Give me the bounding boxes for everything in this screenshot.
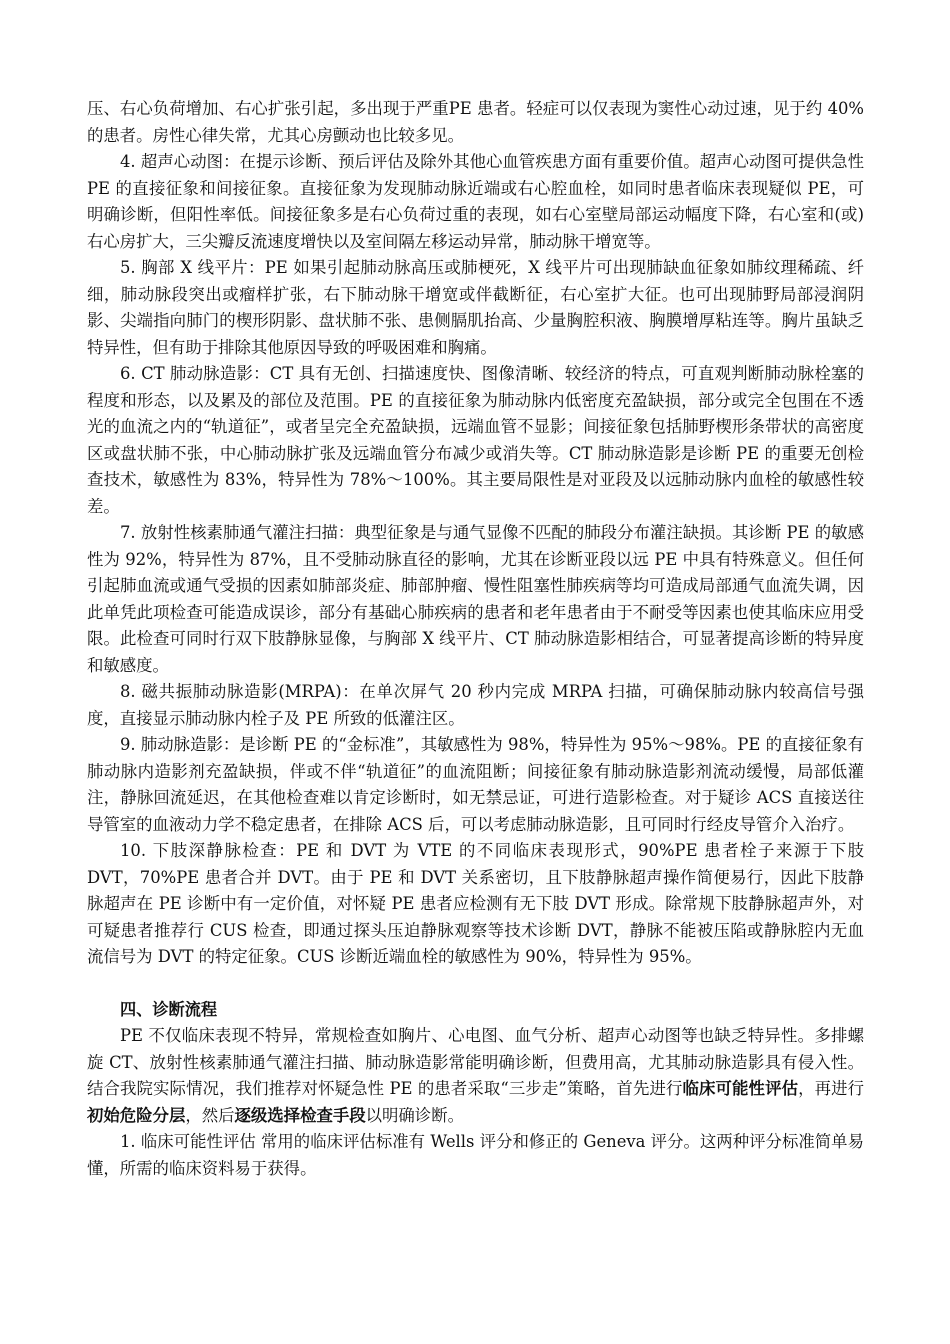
paragraph-ct-pulmonary-angiography: 6. CT 肺动脉造影：CT 具有无创、扫描速度快、图像清晰、较经济的特点，可直观判断肺动脉栓塞的程度和形态，以及累及的部位及范围。PE 的直接征象为肺动脉内低密度充盈缺损，部分或完全包围在不透光的血流之内的“轨道征”，或者呈完全充盈缺损，远端血管不显影；间接征象包括肺野楔形条带状的高密度区或盘状肺不张，中心肺动脉扩张及远端血管分布减少或消失等。CT 肺动脉造影是诊断 PE 的重要无创检查技术，敏感性为 83%，特异性为 78%～100%。其主要局限性是对亚段及以远肺动脉内血栓的敏感性较差。 — [87, 364, 864, 516]
paragraph-pulmonary-angiography: 9. 肺动脉造影：是诊断 PE 的“金标准”，其敏感性为 98%，特异性为 95%～98%。PE 的直接征象有肺动脉内造影剂充盈缺损，伴或不伴“轨道征”的血流阻断；间接征象有肺动脉造影剂流动缓慢，局部低灌注，静脉回流延迟，在其他检查难以肯定诊断时，如无禁忌证，可进行造影检查。对于疑诊 ACS 直接送往导管室的血液动力学不稳定患者，在排除 ACS 后，可以考虑肺动脉造影，且可同时行经皮导管介入治疗。 — [87, 735, 864, 834]
strategy-text-c: ，然后 — [185, 1105, 235, 1125]
strategy-step-stepwise-testing: 逐级选择检查手段 — [234, 1105, 366, 1125]
strategy-text-d: 以明确诊断。 — [365, 1105, 464, 1125]
paragraph-echocardiography: 4. 超声心动图：在提示诊断、预后评估及除外其他心血管疾患方面有重要价值。超声心动图可提供急性 PE 的直接征象和间接征象。直接征象为发现肺动脉近端或右心腔血栓，如同时患者临床表现疑似 PE，可明确诊断，但阳性率低。间接征象多是右心负荷过重的表现，如右心室壁局部运动幅度下降，右心室和(或)右心房扩大，三尖瓣反流速度增快以及室间隔左移运动异常，肺动脉干增宽等。 — [87, 152, 864, 251]
document-body — [87, 96, 864, 1182]
paragraph-ecg-continuation: 压、右心负荷增加、右心扩张引起，多出现于严重PE 患者。轻症可以仅表现为窦性心动过速，见于约 40%的患者。房性心律失常，尤其心房颤动也比较多见。 — [87, 99, 864, 145]
section-heading-diagnostic-process: 四、诊断流程 — [120, 999, 218, 1019]
strategy-step-risk-stratification: 初始危险分层 — [87, 1105, 186, 1125]
strategy-text-a: PE 不仅临床表现不特异，常规检查如胸片、心电图、血气分析、超声心动图等也缺乏特异性。多排螺旋 CT、放射性核素肺通气灌注扫描、肺动脉造影常能明确诊断，但费用高，尤其肺动脉造影具有侵入性。结合我院实际情况，我们推荐对怀疑急性 PE 的患者采取“三步走”策略，首先进行 — [87, 1026, 864, 1098]
paragraph-clinical-probability-assessment: 1. 临床可能性评估 常用的临床评估标准有 Wells 评分和修正的 Geneva 评分。这两种评分标准简单易懂，所需的临床资料易于获得。 — [87, 1132, 864, 1178]
paragraph-lower-limb-venous-exam: 10. 下肢深静脉检查：PE 和 DVT 为 VTE 的不同临床表现形式，90%PE 患者栓子来源于下肢 DVT，70%PE 患者合并 DVT。由于 PE 和 DVT 关系密切，且下肢静脉超声操作简便易行，因此下肢静脉超声在 PE 诊断中有一定价值，对怀疑 PE 患者应检测有无下肢 DVT 形成。除常规下肢静脉超声外，对可疑患者推荐行 CUS 检查，即通过探头压迫静脉观察等技术诊断 DVT，静脉不能被压陷或静脉腔内无血流信号为 DVT 的特定征象。CUS 诊断近端血栓的敏感性为 90%，特异性为 95%。 — [87, 841, 864, 966]
paragraph-chest-xray: 5. 胸部 X 线平片：PE 如果引起肺动脉高压或肺梗死，X 线平片可出现肺缺血征象如肺纹理稀疏、纤细，肺动脉段突出或瘤样扩张，右下肺动脉干增宽或伴截断征，右心室扩大征。也可出现肺野局部浸润阴影、尖端指向肺门的楔形阴影、盘状肺不张、患侧膈肌抬高、少量胸腔积液、胸膜增厚粘连等。胸片虽缺乏特异性，但有助于排除其他原因导致的呼吸困难和胸痛。 — [87, 258, 864, 357]
paragraph-vq-scan: 7. 放射性核素肺通气灌注扫描：典型征象是与通气显像不匹配的肺段分布灌注缺损。其诊断 PE 的敏感性为 92%，特异性为 87%，且不受肺动脉直径的影响，尤其在诊断亚段以远 PE 中具有特殊意义。但任何引起肺血流或通气受损的因素如肺部炎症、肺部肿瘤、慢性阻塞性肺疾病等均可造成局部通气血流失调，因此单凭此项检查可能造成误诊，部分有基础心肺疾病的患者和老年患者由于不耐受等因素也使其临床应用受限。此检查可同时行双下肢静脉显像，与胸部 X 线平片、CT 肺动脉造影相结合，可显著提高诊断的特异度和敏感度。 — [87, 523, 864, 675]
strategy-step-clinical-probability: 临床可能性评估 — [682, 1079, 799, 1098]
paragraph-diagnostic-strategy — [87, 1023, 864, 1129]
paragraph-mrpa: 8. 磁共振肺动脉造影(MRPA)：在单次屏气 20 秒内完成 MRPA 扫描，可确保肺动脉内较高信号强度，直接显示肺动脉内栓子及 PE 所致的低灌注区。 — [87, 682, 864, 728]
strategy-text-b: ，再进行 — [798, 1079, 865, 1098]
